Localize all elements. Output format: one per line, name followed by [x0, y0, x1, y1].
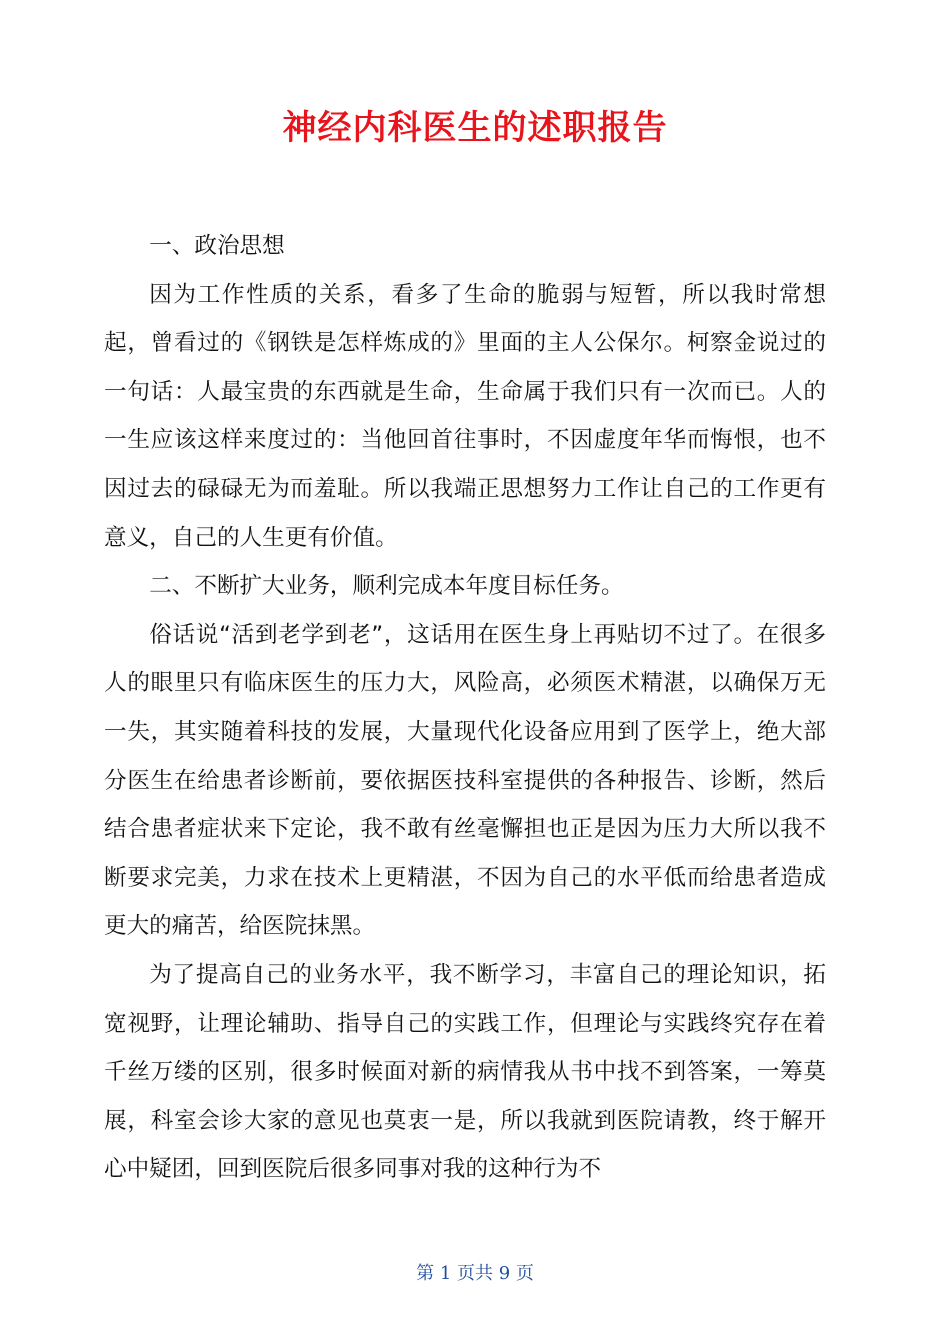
- document-body: [104, 222, 826, 1194]
- section-heading-political: 一、政治思想: [149, 233, 285, 259]
- page-number: 第 1 页共 9 页: [416, 1263, 534, 1284]
- section-heading-business: 二、不断扩大业务，顺利完成本年度目标任务。: [149, 573, 624, 600]
- document-title: 神经内科医生的述职报告: [282, 108, 668, 148]
- body-paragraph: 为了提高自己的业务水平，我不断学习，丰富自己的理论知识，拓宽视野，让理论辅助、指导自己的实践工作，但理论与实践终究存在着千丝万缕的区别，很多时候面对新的病情我从书中找不到答案，一筹莫展，科室会诊大家的意见也莫衷一是，所以我就到医院请教，终于解开心中疑团，回到医院后很多同事对我的这种行为不: [104, 961, 826, 1183]
- body-paragraph: 俗话说“活到老学到老”，这话用在医生身上再贴切不过了。在很多人的眼里只有临床医生的压力大，风险高，必须医术精湛，以确保万无一失，其实随着科技的发展，大量现代化设备应用到了医学上，绝大部分医生在给患者诊断前，要依据医技科室提供的各种报告、诊断，然后结合患者症状来下定论，我不敢有丝毫懈担也正是因为压力大所以我不断要求完美，力求在技术上更精湛，不因为自己的水平低而给患者造成更大的痛苦，给医院抹黑。: [104, 621, 826, 940]
- body-paragraph: 因为工作性质的关系，看多了生命的脆弱与短暂，所以我时常想起，曾看过的《钢铁是怎样炼成的》里面的主人公保尔。柯察金说过的一句话：人最宝贵的东西就是生命，生命属于我们只有一次而已。人的一生应该这样来度过的：当他回首往事时，不因虚度年华而悔恨，也不因过去的碌碌无为而羞耻。所以我端正思想努力工作让自己的工作更有意义，自己的人生更有价值。: [104, 281, 826, 551]
